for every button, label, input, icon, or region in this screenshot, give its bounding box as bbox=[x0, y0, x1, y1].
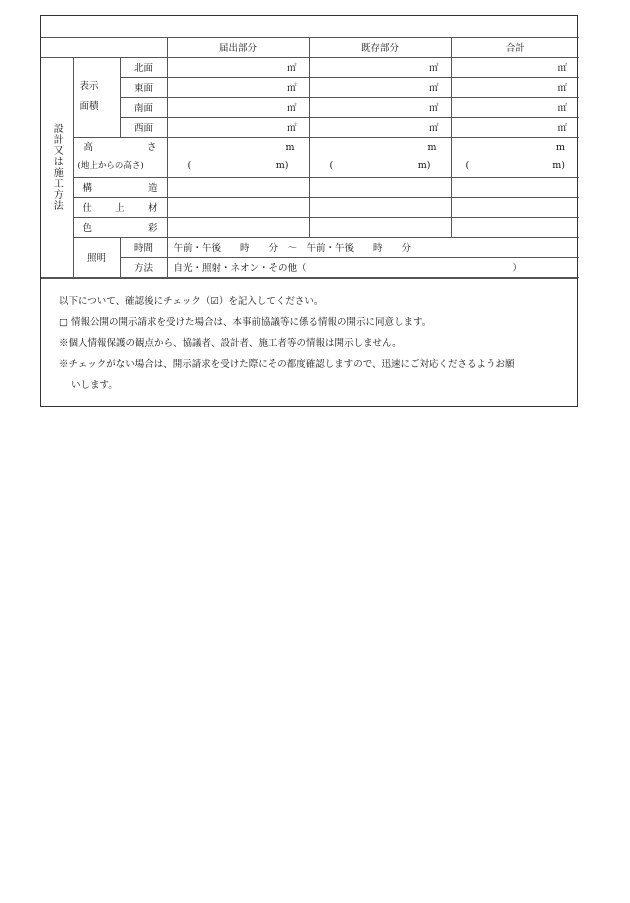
color-label-1: 色 bbox=[82, 223, 93, 234]
display-area-label-1: 表示 bbox=[79, 81, 99, 92]
method-table bbox=[41, 16, 579, 278]
finish-reported[interactable] bbox=[167, 197, 309, 217]
display-area-label bbox=[73, 57, 120, 137]
design-method-label: 設計又は施工方法 bbox=[41, 57, 73, 277]
time-value[interactable]: 午前・午後 時 分 ～ 午前・午後 時 分 bbox=[167, 237, 579, 257]
time-label: 時間 bbox=[120, 237, 167, 257]
height-existing[interactable] bbox=[309, 137, 451, 177]
method-close: ） bbox=[512, 263, 522, 274]
color-total[interactable] bbox=[451, 217, 579, 237]
area-row-east bbox=[41, 77, 579, 97]
lighting-label: 照明 bbox=[73, 237, 120, 277]
height-total[interactable] bbox=[451, 137, 579, 177]
note-no-check-cont: いします。 bbox=[71, 379, 118, 391]
height-total-close: m) bbox=[552, 160, 565, 171]
area-reported-west[interactable]: ㎡ bbox=[167, 117, 309, 137]
finish-label-2: 上 bbox=[115, 203, 125, 214]
height-existing-ground bbox=[310, 157, 451, 175]
col-total-header: 合計 bbox=[451, 37, 579, 57]
col-reported-header: 届出部分 bbox=[167, 37, 309, 57]
finish-row bbox=[41, 197, 579, 217]
height-existing-unit: m bbox=[427, 142, 437, 153]
height-row bbox=[41, 137, 579, 177]
display-area-label-2: 面積 bbox=[79, 101, 99, 112]
color-label-inner bbox=[77, 220, 164, 234]
height-label-1: 高 bbox=[83, 142, 94, 153]
face-label-east: 東面 bbox=[120, 77, 167, 97]
note-privacy: ※個人情報保護の観点から、協議者、設計者、施工者等の情報は開示しません。 bbox=[59, 337, 402, 349]
face-label-north: 北面 bbox=[120, 57, 167, 77]
height-label-2: さ bbox=[146, 142, 157, 153]
color-reported[interactable] bbox=[167, 217, 309, 237]
face-label-west: 西面 bbox=[120, 117, 167, 137]
height-reported[interactable] bbox=[167, 137, 309, 177]
structure-total[interactable] bbox=[451, 177, 579, 197]
height-reported-ground bbox=[168, 157, 309, 175]
area-total-north[interactable]: ㎡ bbox=[451, 57, 579, 77]
finish-label-3: 材 bbox=[147, 203, 158, 214]
consent-notes bbox=[41, 278, 577, 406]
height-reported-open: ( bbox=[187, 160, 192, 171]
height-existing-close: m) bbox=[417, 160, 431, 171]
finish-label-1: 仕 bbox=[82, 203, 93, 214]
structure-label-1: 構 bbox=[82, 183, 93, 194]
area-existing-west[interactable]: ㎡ bbox=[309, 117, 451, 137]
height-existing-open: ( bbox=[329, 160, 334, 171]
color-label bbox=[73, 217, 167, 237]
finish-label-inner bbox=[77, 200, 164, 214]
method-options: 自光・照射・ネオン・その他（ bbox=[173, 263, 307, 274]
lighting-time-row bbox=[41, 237, 579, 257]
finish-existing[interactable] bbox=[309, 197, 451, 217]
col-existing-header: 既存部分 bbox=[309, 37, 451, 57]
area-row-south bbox=[41, 97, 579, 117]
height-total-unit: m bbox=[555, 142, 565, 153]
height-label bbox=[73, 137, 167, 177]
area-existing-south[interactable]: ㎡ bbox=[309, 97, 451, 117]
note-instruction: 以下について、確認後にチェック（☑）を記入してください。 bbox=[59, 295, 324, 307]
height-reported-unit: m bbox=[285, 142, 295, 153]
lighting-method-row bbox=[41, 257, 579, 277]
blank-title-cell[interactable] bbox=[41, 16, 579, 37]
structure-existing[interactable] bbox=[309, 177, 451, 197]
finish-label bbox=[73, 197, 167, 217]
structure-label-2: 造 bbox=[147, 183, 158, 194]
color-existing[interactable] bbox=[309, 217, 451, 237]
structure-reported[interactable] bbox=[167, 177, 309, 197]
structure-label-inner bbox=[77, 180, 164, 194]
area-total-east[interactable]: ㎡ bbox=[451, 77, 579, 97]
height-reported-close: m) bbox=[275, 160, 289, 171]
area-reported-east[interactable]: ㎡ bbox=[167, 77, 309, 97]
area-existing-east[interactable]: ㎡ bbox=[309, 77, 451, 97]
method-form bbox=[40, 15, 578, 407]
structure-label bbox=[73, 177, 167, 197]
structure-row bbox=[41, 177, 579, 197]
method-value-inner bbox=[174, 260, 577, 274]
area-row-north bbox=[41, 57, 579, 77]
height-total-open: ( bbox=[465, 160, 470, 171]
color-row bbox=[41, 217, 579, 237]
area-total-west[interactable]: ㎡ bbox=[451, 117, 579, 137]
note-consent-checkbox[interactable]: □ 情報公開の開示請求を受けた場合は、本事前協議等に係る情報の開示に同意します。 bbox=[59, 316, 432, 328]
method-label: 方法 bbox=[120, 257, 167, 277]
method-value[interactable] bbox=[167, 257, 579, 277]
color-label-2: 彩 bbox=[147, 223, 158, 234]
area-existing-north[interactable]: ㎡ bbox=[309, 57, 451, 77]
height-label-main bbox=[78, 139, 163, 157]
height-total-ground bbox=[452, 157, 580, 175]
area-total-south[interactable]: ㎡ bbox=[451, 97, 579, 117]
finish-total[interactable] bbox=[451, 197, 579, 217]
area-row-west bbox=[41, 117, 579, 137]
height-sub-label: (地上からの高さ) bbox=[77, 161, 144, 171]
area-reported-north[interactable]: ㎡ bbox=[167, 57, 309, 77]
header-row bbox=[41, 37, 579, 57]
header-blank bbox=[41, 37, 167, 57]
area-reported-south[interactable]: ㎡ bbox=[167, 97, 309, 117]
face-label-south: 南面 bbox=[120, 97, 167, 117]
blank-title-row bbox=[41, 16, 579, 37]
note-no-check: ※チェックがない場合は、開示請求を受けた際にその都度確認しますので、迅速にご対応くださるようお願 bbox=[59, 358, 515, 370]
